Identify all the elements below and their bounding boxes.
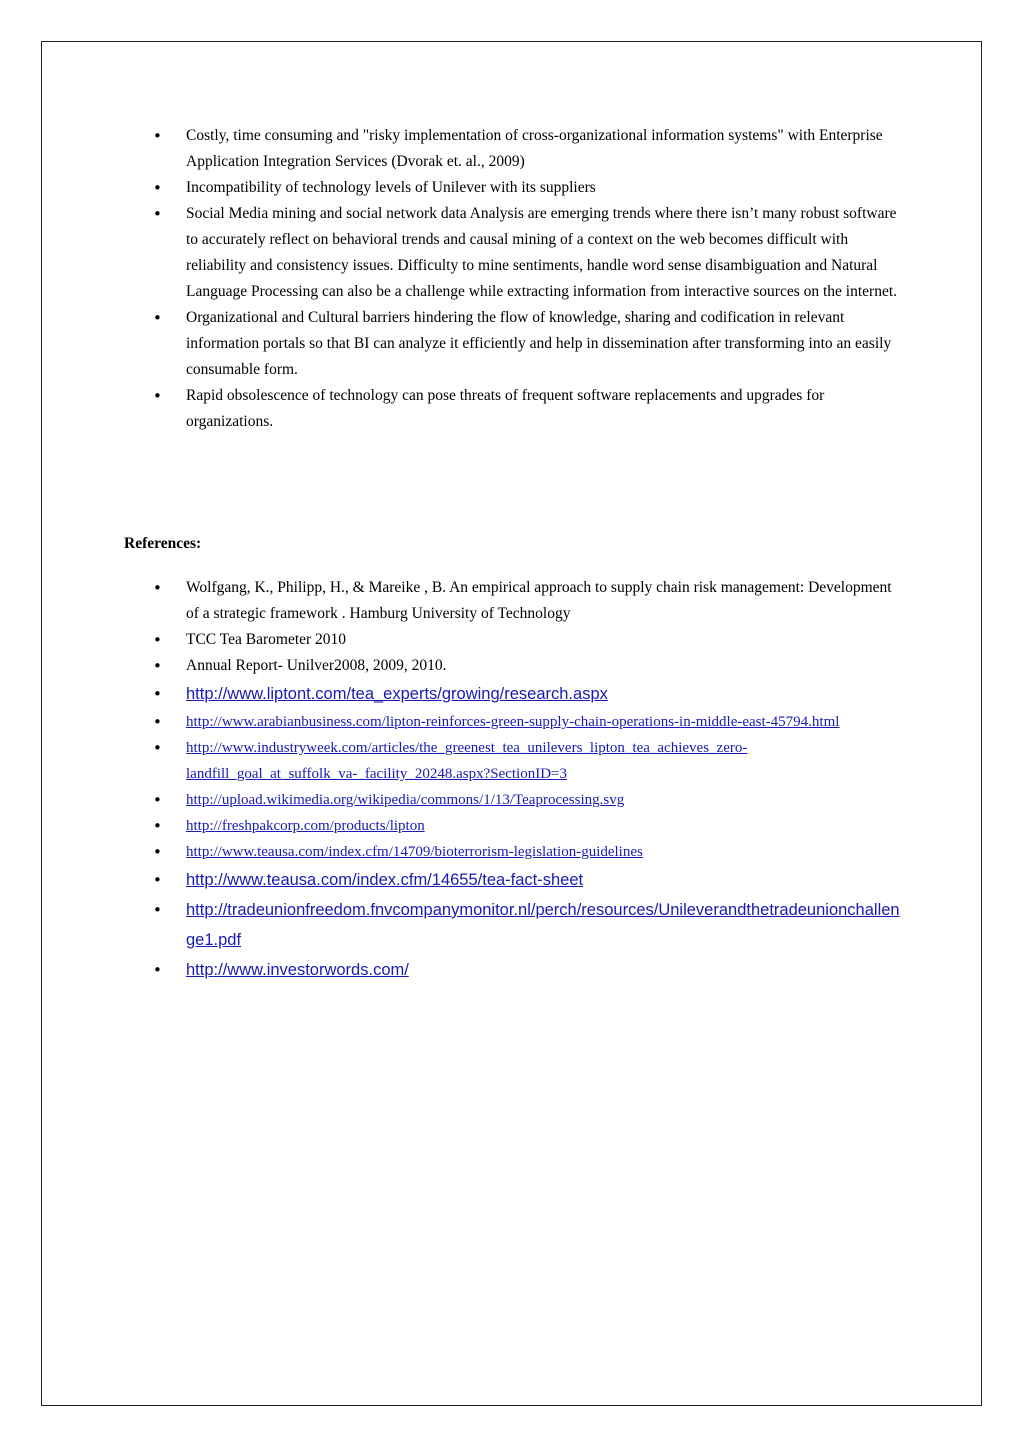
reference-item <box>0 679 906 709</box>
list-item: • Costly, time consuming and "risky implementation of cross-organizational information systems" with Enterprise Application Integration Services (Dvorak et. al., 2009) <box>0 123 906 175</box>
list-item: • Incompatibility of technology levels of Unilever with its suppliers <box>0 175 906 201</box>
reference-link[interactable]: http://www.industryweek.com/articles/the_greenest_tea_unilevers_lipton_tea_achieves_zero-landfill_goal_at_suffolk_va-_facility_20248.aspx?SectionID=3 <box>186 740 748 782</box>
list-item: • Rapid obsolescence of technology can pose threats of frequent software replacements and upgrades for organizations. <box>0 383 906 435</box>
reference-item <box>0 787 906 813</box>
references-list <box>0 575 906 985</box>
reference-item <box>0 865 906 895</box>
reference-link[interactable]: http://upload.wikimedia.org/wikipedia/commons/1/13/Teaprocessing.svg <box>186 792 625 808</box>
reference-item: • Annual Report- Unilver2008, 2009, 2010. <box>0 653 906 679</box>
reference-item <box>0 895 906 955</box>
reference-link[interactable]: http://www.arabianbusiness.com/lipton-reinforces-green-supply-chain-operations-in-middle-east-45794.html <box>186 714 840 730</box>
list-item: • Organizational and Cultural barriers hindering the flow of knowledge, sharing and codification in relevant information portals so that BI can analyze it efficiently and help in dissemination after transforming into an easily consumable form. <box>0 305 906 383</box>
reference-item <box>0 839 906 865</box>
reference-item <box>0 955 906 985</box>
reference-item <box>0 709 906 735</box>
reference-link[interactable]: http://www.teausa.com/index.cfm/14709/bioterrorism-legislation-guidelines <box>186 844 643 860</box>
reference-link[interactable]: http://www.investorwords.com/ <box>186 961 409 979</box>
issues-list <box>0 123 906 435</box>
reference-item: • Wolfgang, K., Philipp, H., & Mareike , B. An empirical approach to supply chain risk management: Development of a strategic framework . Hamburg University of Technology <box>0 575 906 627</box>
reference-link[interactable]: http://tradeunionfreedom.fnvcompanymonitor.nl/perch/resources/Unileverandthetradeunionchallenge1.pdf <box>186 901 900 949</box>
reference-item <box>0 735 906 787</box>
reference-item: • TCC Tea Barometer 2010 <box>0 627 906 653</box>
reference-link[interactable]: http://www.teausa.com/index.cfm/14655/tea-fact-sheet <box>186 871 584 889</box>
list-item: • Social Media mining and social network data Analysis are emerging trends where there isn’t many robust software to accurately reflect on behavioral trends and causal mining of a context on the web becomes difficult with reliability and consistency issues. Difficulty to mine sentiments, handle word sense disambiguation and Natural Language Processing can also be a challenge while extracting information from interactive sources on the internet. <box>0 201 906 305</box>
reference-item <box>0 813 906 839</box>
reference-link[interactable]: http://www.liptont.com/tea_experts/growing/research.aspx <box>186 685 608 703</box>
reference-link[interactable]: http://freshpakcorp.com/products/lipton <box>186 818 425 834</box>
references-heading: References: <box>124 535 202 552</box>
